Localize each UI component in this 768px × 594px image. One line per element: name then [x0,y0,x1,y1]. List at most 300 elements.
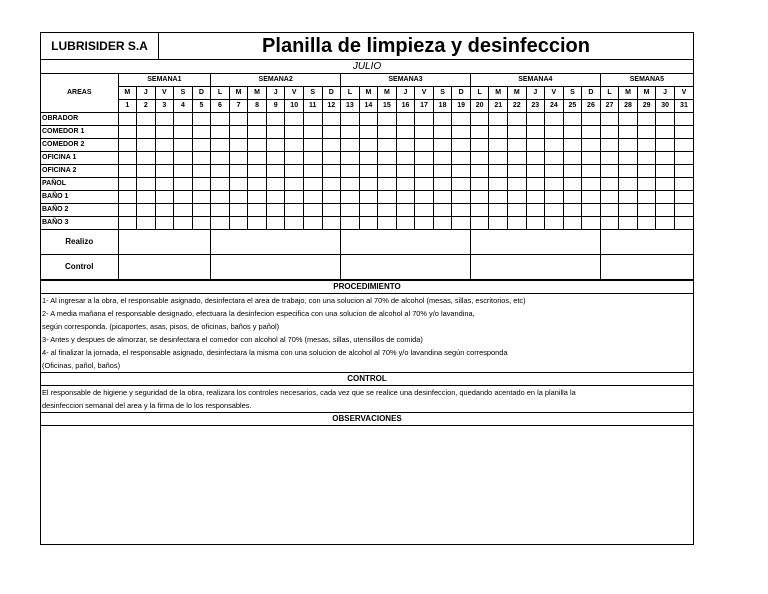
check-cell[interactable] [582,165,601,178]
check-cell[interactable] [582,113,601,126]
check-cell[interactable] [192,178,211,191]
check-cell[interactable] [211,152,230,165]
check-cell[interactable] [118,217,137,230]
check-cell[interactable] [507,126,526,139]
check-cell[interactable] [489,113,508,126]
check-cell[interactable] [563,204,582,217]
check-cell[interactable] [303,204,322,217]
check-cell[interactable] [378,152,397,165]
check-cell[interactable] [155,191,174,204]
check-cell[interactable] [248,204,267,217]
check-cell[interactable] [507,204,526,217]
check-cell[interactable] [248,178,267,191]
check-cell[interactable] [359,165,378,178]
check-cell[interactable] [378,191,397,204]
check-cell[interactable] [582,204,601,217]
check-cell[interactable] [359,204,378,217]
check-cell[interactable] [192,165,211,178]
week-label: SEMANA4 [470,74,600,87]
check-cell[interactable] [174,126,193,139]
realizo-signature-cell[interactable] [341,230,471,255]
control-signature-cell[interactable] [211,255,341,280]
check-cell[interactable] [248,165,267,178]
weekday-letter: M [619,87,638,100]
check-cell[interactable] [526,152,545,165]
check-cell[interactable] [174,152,193,165]
check-cell[interactable] [656,165,675,178]
check-cell[interactable] [396,152,415,165]
check-cell[interactable] [303,126,322,139]
check-cell[interactable] [582,126,601,139]
check-cell[interactable] [118,139,137,152]
check-cell[interactable] [341,139,360,152]
check-cell[interactable] [118,191,137,204]
check-cell[interactable] [656,191,675,204]
check-cell[interactable] [526,204,545,217]
check-cell[interactable] [248,126,267,139]
check-cell[interactable] [674,165,693,178]
check-cell[interactable] [489,152,508,165]
check-cell[interactable] [396,126,415,139]
check-cell[interactable] [322,191,341,204]
check-cell[interactable] [285,191,304,204]
check-cell[interactable] [600,204,619,217]
check-cell[interactable] [415,165,434,178]
check-cell[interactable] [266,152,285,165]
control-signature-cell[interactable] [341,255,471,280]
check-cell[interactable] [545,113,564,126]
check-cell[interactable] [155,165,174,178]
check-cell[interactable] [229,152,248,165]
check-cell[interactable] [415,178,434,191]
check-cell[interactable] [137,113,156,126]
check-cell[interactable] [433,113,452,126]
check-cell[interactable] [526,178,545,191]
check-cell[interactable] [674,178,693,191]
check-cell[interactable] [470,178,489,191]
check-cell[interactable] [248,152,267,165]
check-cell[interactable] [396,191,415,204]
check-cell[interactable] [155,178,174,191]
check-cell[interactable] [470,139,489,152]
check-cell[interactable] [563,165,582,178]
check-cell[interactable] [433,204,452,217]
check-cell[interactable] [211,126,230,139]
check-cell[interactable] [137,126,156,139]
check-cell[interactable] [415,126,434,139]
check-cell[interactable] [656,139,675,152]
check-cell[interactable] [285,152,304,165]
check-cell[interactable] [137,165,156,178]
check-cell[interactable] [359,113,378,126]
check-cell[interactable] [211,191,230,204]
check-cell[interactable] [155,113,174,126]
check-cell[interactable] [619,191,638,204]
check-cell[interactable] [619,126,638,139]
check-cell[interactable] [211,217,230,230]
check-cell[interactable] [192,217,211,230]
check-cell[interactable] [600,191,619,204]
check-cell[interactable] [322,204,341,217]
control-signature-cell[interactable] [470,255,600,280]
check-cell[interactable] [582,152,601,165]
check-cell[interactable] [582,139,601,152]
check-cell[interactable] [229,191,248,204]
check-cell[interactable] [322,152,341,165]
check-cell[interactable] [507,113,526,126]
check-cell[interactable] [303,191,322,204]
control-signature-cell[interactable] [600,255,693,280]
check-cell[interactable] [563,178,582,191]
check-cell[interactable] [137,191,156,204]
check-cell[interactable] [174,165,193,178]
check-cell[interactable] [266,165,285,178]
check-cell[interactable] [433,165,452,178]
check-cell[interactable] [507,152,526,165]
check-cell[interactable] [674,217,693,230]
check-cell[interactable] [656,152,675,165]
check-cell[interactable] [415,113,434,126]
check-cell[interactable] [341,113,360,126]
check-cell[interactable] [378,217,397,230]
check-cell[interactable] [303,113,322,126]
check-cell[interactable] [674,113,693,126]
check-cell[interactable] [155,139,174,152]
check-cell[interactable] [341,217,360,230]
check-cell[interactable] [600,217,619,230]
check-cell[interactable] [192,191,211,204]
check-cell[interactable] [174,178,193,191]
check-cell[interactable] [637,191,656,204]
check-cell[interactable] [396,113,415,126]
check-cell[interactable] [211,113,230,126]
check-cell[interactable] [155,152,174,165]
check-cell[interactable] [545,217,564,230]
check-cell[interactable] [433,217,452,230]
check-cell[interactable] [359,152,378,165]
realizo-signature-cell[interactable] [600,230,693,255]
check-cell[interactable] [674,139,693,152]
check-cell[interactable] [637,139,656,152]
check-cell[interactable] [155,217,174,230]
check-cell[interactable] [563,217,582,230]
check-cell[interactable] [211,178,230,191]
realizo-signature-cell[interactable] [118,230,211,255]
check-cell[interactable] [378,139,397,152]
check-cell[interactable] [452,191,471,204]
check-cell[interactable] [674,204,693,217]
check-cell[interactable] [118,126,137,139]
check-cell[interactable] [174,139,193,152]
check-cell[interactable] [137,152,156,165]
check-cell[interactable] [600,139,619,152]
check-cell[interactable] [656,113,675,126]
check-cell[interactable] [415,217,434,230]
check-cell[interactable] [396,217,415,230]
check-cell[interactable] [433,126,452,139]
check-cell[interactable] [396,178,415,191]
check-cell[interactable] [285,217,304,230]
check-cell[interactable] [637,178,656,191]
check-cell[interactable] [656,178,675,191]
weekday-letter: V [415,87,434,100]
check-cell[interactable] [174,217,193,230]
check-cell[interactable] [341,165,360,178]
check-cell[interactable] [248,113,267,126]
check-cell[interactable] [322,113,341,126]
check-cell[interactable] [507,217,526,230]
check-cell[interactable] [285,165,304,178]
check-cell[interactable] [266,126,285,139]
check-cell[interactable] [526,126,545,139]
check-cell[interactable] [229,165,248,178]
check-cell[interactable] [582,178,601,191]
check-cell[interactable] [396,139,415,152]
realizo-signature-cell[interactable] [211,230,341,255]
check-cell[interactable] [656,204,675,217]
check-cell[interactable] [303,178,322,191]
check-cell[interactable] [322,126,341,139]
check-cell[interactable] [396,204,415,217]
check-cell[interactable] [637,152,656,165]
check-cell[interactable] [637,217,656,230]
check-cell[interactable] [137,139,156,152]
check-cell[interactable] [322,165,341,178]
check-cell[interactable] [637,165,656,178]
check-cell[interactable] [470,152,489,165]
check-cell[interactable] [192,113,211,126]
check-cell[interactable] [545,165,564,178]
check-cell[interactable] [619,165,638,178]
check-cell[interactable] [266,217,285,230]
check-cell[interactable] [359,178,378,191]
check-cell[interactable] [526,191,545,204]
check-cell[interactable] [266,204,285,217]
check-cell[interactable] [526,165,545,178]
check-cell[interactable] [507,165,526,178]
check-cell[interactable] [174,204,193,217]
check-cell[interactable] [545,139,564,152]
check-cell[interactable] [637,126,656,139]
check-cell[interactable] [211,165,230,178]
check-cell[interactable] [378,178,397,191]
check-cell[interactable] [155,204,174,217]
check-cell[interactable] [341,191,360,204]
check-cell[interactable] [489,139,508,152]
check-cell[interactable] [470,191,489,204]
check-cell[interactable] [600,113,619,126]
check-cell[interactable] [470,217,489,230]
check-cell[interactable] [545,191,564,204]
procedimiento-line: 1- Al ingresar a la obra, el responsable asignado, desinfectara el area de trabajo, con una solucion al 70% de alcohol (mesas, sillas, escritorios, etc) [42,296,526,305]
day-number: 23 [526,100,545,113]
check-cell[interactable] [489,204,508,217]
check-cell[interactable] [526,217,545,230]
check-cell[interactable] [507,139,526,152]
check-cell[interactable] [285,126,304,139]
check-cell[interactable] [359,217,378,230]
check-cell[interactable] [563,113,582,126]
check-cell[interactable] [452,139,471,152]
weekday-letter: L [211,87,230,100]
check-cell[interactable] [619,139,638,152]
check-cell[interactable] [118,152,137,165]
check-cell[interactable] [674,191,693,204]
check-cell[interactable] [341,126,360,139]
check-cell[interactable] [285,139,304,152]
check-cell[interactable] [137,217,156,230]
check-cell[interactable] [229,178,248,191]
check-cell[interactable] [118,204,137,217]
check-cell[interactable] [174,113,193,126]
check-cell[interactable] [396,165,415,178]
check-cell[interactable] [452,152,471,165]
check-cell[interactable] [489,178,508,191]
check-cell[interactable] [378,165,397,178]
check-cell[interactable] [248,191,267,204]
check-cell[interactable] [137,178,156,191]
check-cell[interactable] [619,204,638,217]
check-cell[interactable] [545,204,564,217]
control-signature-cell[interactable] [118,255,211,280]
check-cell[interactable] [192,152,211,165]
check-cell[interactable] [452,217,471,230]
check-cell[interactable] [637,113,656,126]
realizo-signature-cell[interactable] [470,230,600,255]
check-cell[interactable] [470,165,489,178]
check-cell[interactable] [415,152,434,165]
check-cell[interactable] [155,126,174,139]
check-cell[interactable] [266,178,285,191]
check-cell[interactable] [470,204,489,217]
check-cell[interactable] [248,139,267,152]
check-cell[interactable] [378,126,397,139]
check-cell[interactable] [248,217,267,230]
check-cell[interactable] [229,139,248,152]
check-cell[interactable] [507,178,526,191]
check-cell[interactable] [489,126,508,139]
check-cell[interactable] [545,152,564,165]
check-cell[interactable] [452,165,471,178]
check-cell[interactable] [507,191,526,204]
observaciones-box[interactable] [41,426,693,544]
check-cell[interactable] [526,139,545,152]
check-cell[interactable] [415,191,434,204]
check-cell[interactable] [674,152,693,165]
check-cell[interactable] [211,139,230,152]
day-number: 16 [396,100,415,113]
check-cell[interactable] [433,139,452,152]
check-cell[interactable] [526,113,545,126]
check-cell[interactable] [341,204,360,217]
check-cell[interactable] [229,126,248,139]
check-cell[interactable] [582,217,601,230]
check-cell[interactable] [415,139,434,152]
check-cell[interactable] [489,165,508,178]
check-cell[interactable] [229,204,248,217]
check-cell[interactable] [303,139,322,152]
area-row [41,191,693,204]
check-cell[interactable] [656,126,675,139]
check-cell[interactable] [266,139,285,152]
check-cell[interactable] [433,178,452,191]
check-cell[interactable] [470,126,489,139]
check-cell[interactable] [470,113,489,126]
check-cell[interactable] [229,113,248,126]
check-cell[interactable] [452,126,471,139]
check-cell[interactable] [285,204,304,217]
check-cell[interactable] [192,204,211,217]
check-cell[interactable] [452,113,471,126]
check-cell[interactable] [563,139,582,152]
check-cell[interactable] [452,204,471,217]
check-cell[interactable] [433,152,452,165]
check-cell[interactable] [433,191,452,204]
check-cell[interactable] [582,191,601,204]
weekday-letter: M [118,87,137,100]
check-cell[interactable] [285,178,304,191]
check-cell[interactable] [563,191,582,204]
check-cell[interactable] [600,178,619,191]
check-cell[interactable] [192,126,211,139]
check-cell[interactable] [359,126,378,139]
check-cell[interactable] [192,139,211,152]
check-cell[interactable] [229,217,248,230]
check-cell[interactable] [322,217,341,230]
check-cell[interactable] [174,191,193,204]
check-cell[interactable] [600,126,619,139]
check-cell[interactable] [118,178,137,191]
check-cell[interactable] [266,113,285,126]
check-cell[interactable] [619,217,638,230]
check-cell[interactable] [563,152,582,165]
check-cell[interactable] [378,204,397,217]
check-cell[interactable] [266,191,285,204]
check-cell[interactable] [303,165,322,178]
check-cell[interactable] [378,113,397,126]
check-cell[interactable] [285,113,304,126]
area-row [41,178,693,191]
check-cell[interactable] [489,217,508,230]
check-cell[interactable] [322,178,341,191]
check-cell[interactable] [322,139,341,152]
check-cell[interactable] [118,165,137,178]
check-cell[interactable] [303,217,322,230]
check-cell[interactable] [619,152,638,165]
check-cell[interactable] [452,178,471,191]
check-cell[interactable] [563,126,582,139]
check-cell[interactable] [600,152,619,165]
check-cell[interactable] [415,204,434,217]
check-cell[interactable] [619,113,638,126]
check-cell[interactable] [359,139,378,152]
check-cell[interactable] [619,178,638,191]
check-cell[interactable] [545,126,564,139]
check-cell[interactable] [489,191,508,204]
check-cell[interactable] [303,152,322,165]
check-cell[interactable] [341,178,360,191]
check-cell[interactable] [211,204,230,217]
check-cell[interactable] [341,152,360,165]
check-cell[interactable] [656,217,675,230]
check-cell[interactable] [137,204,156,217]
check-cell[interactable] [359,191,378,204]
check-cell[interactable] [118,113,137,126]
check-cell[interactable] [600,165,619,178]
check-cell[interactable] [637,204,656,217]
check-cell[interactable] [674,126,693,139]
check-cell[interactable] [545,178,564,191]
